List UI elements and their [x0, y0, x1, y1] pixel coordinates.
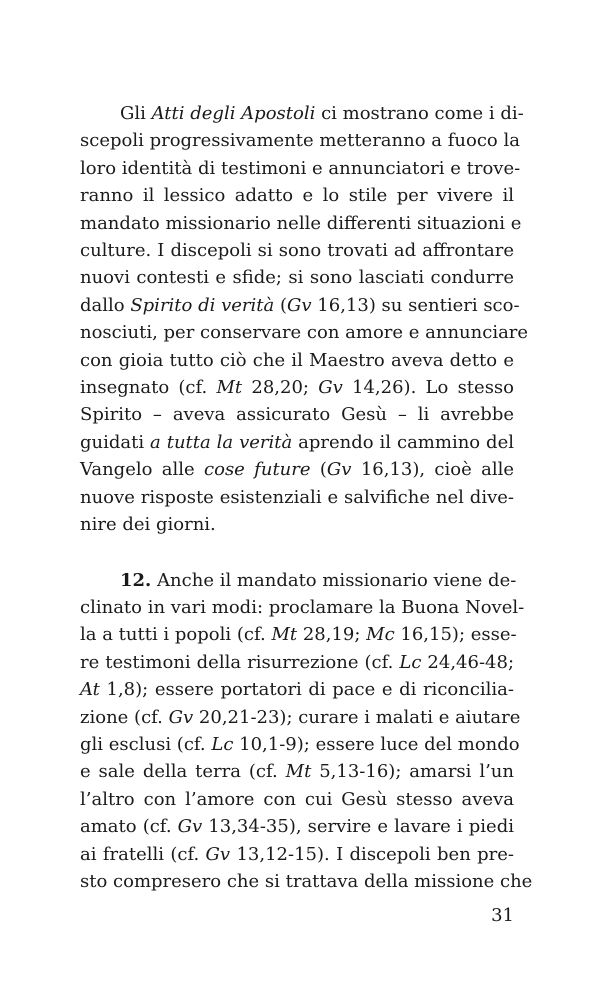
text-run: sto compresero che si trattava della missione che [80, 870, 533, 892]
text-line [80, 429, 514, 456]
text-run: 16,13), cioè alle [351, 459, 515, 481]
text-run: re testimoni della risurrezione (cf. [80, 651, 400, 673]
text-run: Spirito – aveva assicurato Gesù – li avrebbe [80, 404, 514, 426]
text-run: 10,1-9); essere luce del mondo [233, 733, 520, 755]
text-run: 28,19; [297, 624, 367, 646]
text-run: scepoli progressivamente metteranno a fuoco la [80, 130, 520, 152]
italic-text: Atti degli Apostoli [151, 103, 316, 124]
text-line [80, 401, 514, 428]
italic-text: Lc [211, 733, 234, 755]
paragraph-spacer [80, 539, 514, 567]
text-run: Vangelo alle [80, 459, 205, 481]
text-line [80, 100, 524, 127]
text-line [80, 676, 514, 703]
text-run: clinato in vari modi: proclamare la Buona Novel- [80, 596, 525, 618]
italic-text: Mt [285, 761, 312, 783]
italic-text: Mt [216, 377, 243, 399]
page-number: 31 [491, 905, 514, 926]
italic-text: Gv [168, 706, 194, 728]
text-run: 13,34-35), servire e lavare i piedi [202, 816, 514, 838]
text-line [80, 594, 525, 621]
text-run: Anche il mandato missionario viene de- [151, 569, 517, 591]
body-text [80, 100, 533, 895]
text-run: gli esclusi (cf. [80, 733, 212, 755]
text-run: 20,21-23); curare i malati e aiutare [193, 706, 521, 728]
italic-text: Lc [399, 651, 422, 673]
text-line [80, 182, 514, 209]
text-run: 1,8); essere portatori di pace e di riconcilia- [99, 679, 514, 701]
text-run: insegnato (cf. [80, 377, 217, 399]
text-line [80, 237, 514, 264]
text-run: con gioia tutto ciò che il Maestro aveva detto e [80, 349, 514, 371]
text-line [80, 758, 514, 785]
text-run: nuovi contesti e sfide; si sono lasciati condurre [80, 267, 514, 289]
section-number: 12. [120, 569, 152, 591]
text-line [80, 731, 520, 758]
text-run: loro identità di testimoni e annunciatori e trove- [80, 157, 521, 179]
text-line [80, 264, 514, 291]
text-run: 5,13-16); amarsi l’un [311, 761, 514, 783]
text-line [80, 621, 517, 648]
text-run: nosciuti, per conservare con amore e annunciare [80, 322, 529, 344]
italic-text: a tutta la verità [150, 431, 293, 453]
text-run: ( [274, 294, 287, 316]
text-run: Gli [120, 103, 152, 124]
text-line [80, 155, 521, 182]
text-line [80, 374, 514, 401]
text-run: ranno il lessico adatto e lo stile per vivere il [80, 185, 514, 207]
text-run: ci mostrano come i di- [315, 103, 524, 124]
text-line [80, 868, 533, 895]
text-run: 28,20; [242, 377, 319, 399]
italic-text: Mc [366, 624, 395, 646]
text-line [80, 292, 520, 319]
text-run: ( [310, 459, 327, 481]
text-line [80, 813, 514, 840]
text-run: 24,46-48; [421, 651, 515, 673]
text-line [80, 484, 514, 511]
text-line [80, 210, 522, 237]
text-line [80, 127, 520, 154]
text-run: aprendo il cammino del [292, 431, 514, 453]
text-line [80, 319, 529, 346]
text-run: zione (cf. [80, 706, 169, 728]
text-line [80, 704, 521, 731]
text-run: e sale della terra (cf. [80, 761, 286, 783]
italic-text: At [80, 679, 100, 701]
italic-text: Gv [318, 377, 343, 399]
text-run: amato (cf. [80, 816, 178, 838]
text-run: mandato missionario nelle differenti situazioni e [80, 212, 522, 234]
text-line [80, 456, 514, 483]
text-line [80, 786, 514, 813]
text-line [80, 347, 514, 374]
italic-text: Gv [326, 459, 352, 481]
italic-text: cose future [204, 459, 311, 481]
text-run: 16,13) su sentieri sco- [311, 294, 520, 316]
text-line [80, 841, 514, 868]
text-run: nire dei giorni. [80, 514, 216, 536]
text-run: culture. I discepoli si sono trovati ad affrontare [80, 240, 514, 262]
text-line [80, 649, 514, 676]
italic-text: Gv [177, 816, 203, 838]
text-run: 13,12-15). I discepoli ben pre- [230, 843, 514, 865]
text-run: l’altro con l’amore con cui Gesù stesso aveva [80, 788, 514, 810]
text-run: nuove risposte esistenziali e salvifiche nel dive- [80, 486, 514, 508]
paragraph-2 [80, 567, 533, 896]
italic-text: Gv [205, 843, 231, 865]
text-run: ai fratelli (cf. [80, 843, 206, 865]
text-line [80, 567, 517, 594]
italic-text: Mt [271, 624, 298, 646]
text-run: 16,15); esse- [394, 624, 517, 646]
paragraph-1 [80, 100, 529, 539]
text-run: 14,26). Lo stesso [342, 377, 515, 399]
text-line [80, 511, 514, 538]
text-run: guidati [80, 431, 151, 453]
italic-text: Spirito di verità [130, 294, 275, 316]
text-run: dallo [80, 294, 131, 316]
italic-text: Gv [287, 294, 312, 316]
text-run: la a tutti i popoli (cf. [80, 624, 272, 646]
